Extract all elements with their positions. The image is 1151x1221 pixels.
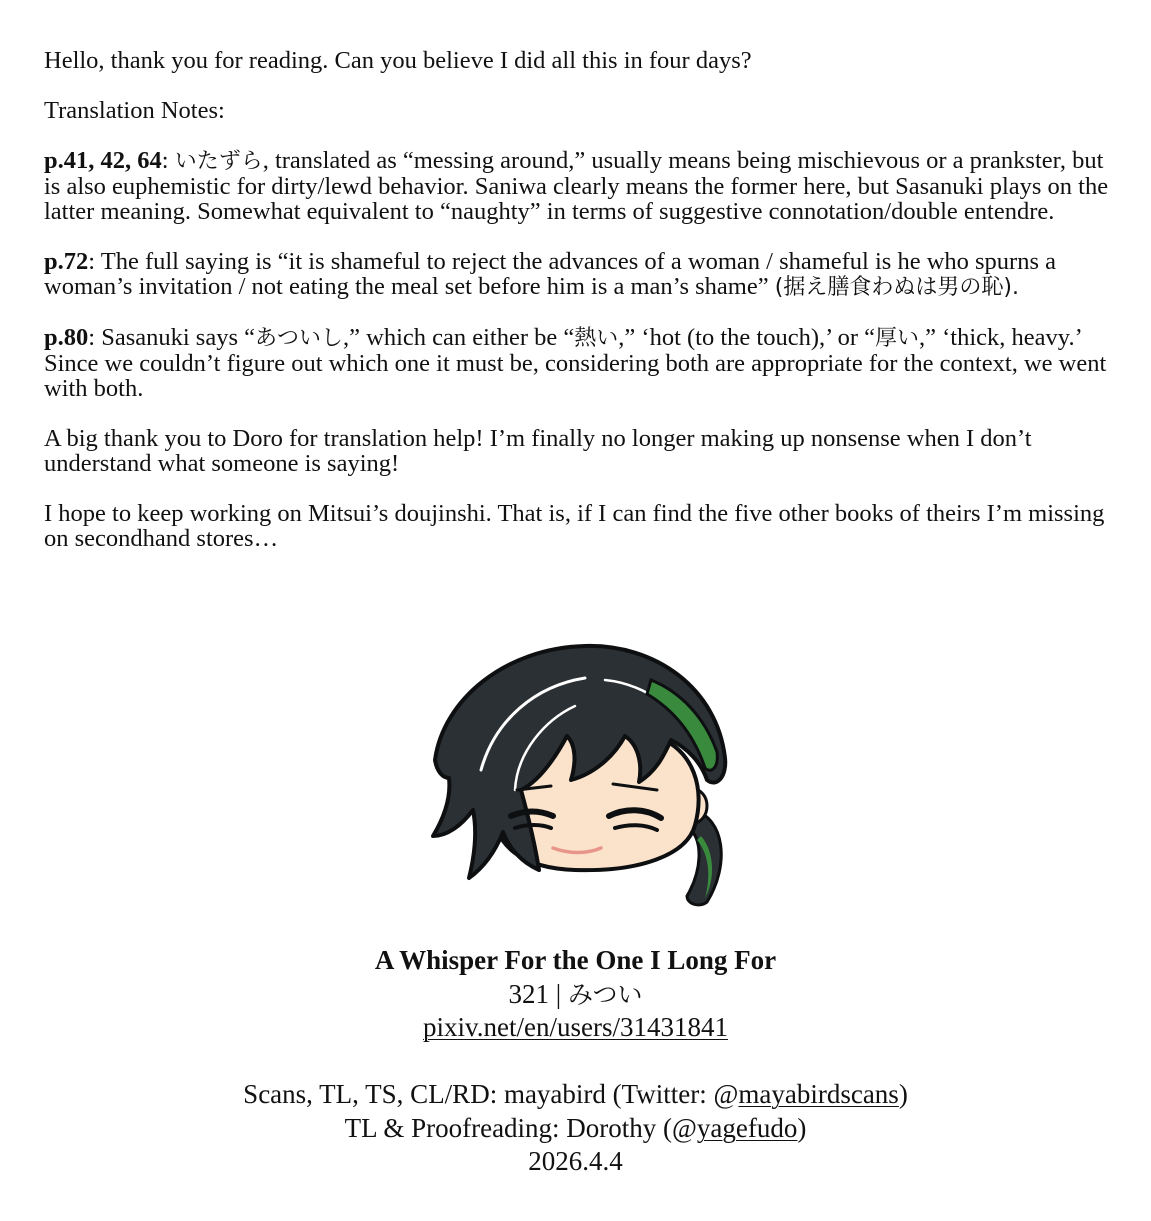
japanese-term: いたずら — [174, 149, 263, 174]
author-line: 321 | みつい — [508, 978, 643, 1009]
japanese-term: 厚い — [875, 326, 920, 351]
note-p72: p.72: The full saying is “it is shameful to reject the advances of a woman / shameful is he who spurns a woman’s invitation / not eating the meal set before him is a man’s shame” (据え膳食わぬは男の恥). — [44, 248, 1057, 300]
japanese-term: あついし — [254, 326, 343, 351]
japanese-saying: 据え膳食わぬは男の恥 — [783, 275, 1004, 300]
twitter-handle-link[interactable]: mayabirdscans — [738, 1079, 899, 1109]
book-credits — [0, 944, 1151, 1045]
release-date: 2026.4.4 — [528, 1146, 623, 1176]
scanlation-credits — [0, 1078, 1151, 1179]
note-p41: p.41, 42, 64: いたずら, translated as “messing around,” usually means being mischievous or a prankster, but is also euphemistic for dirty/lewd behavior. Saniwa clearly means the former here, but Sasanuki plays on the latter meaning. Somewhat equivalent to “naughty” in terms of suggestive connotation/double entendre. — [44, 147, 1109, 225]
closing-paragraph: I hope to keep working on Mitsui’s doujinshi. That is, if I can find the five other books of theirs I’m missing on secondhand stores… — [44, 500, 1105, 552]
intro-paragraph: Hello, thank you for reading. Can you believe I did all this in four days? — [44, 47, 752, 74]
note-ref: p.72 — [44, 248, 89, 275]
scans-credit-line: Scans, TL, TS, CL/RD: mayabird (Twitter: @mayabirdscans) — [243, 1079, 908, 1109]
translator-notes — [44, 48, 1124, 576]
thanks-paragraph: A big thank you to Doro for translation help! I’m finally no longer making up nonsense when I don’t understand what someone is saying! — [44, 425, 1032, 477]
pixiv-link[interactable]: pixiv.net/en/users/31431841 — [423, 1012, 728, 1042]
note-ref: p.80 — [44, 324, 89, 351]
note-p80: p.80: Sasanuki says “あついし,” which can either be “熱い,” ‘hot (to the touch),’ or “厚い,” ‘thick, heavy.’ Since we couldn’t figure out which one it must be, considering both are appropriate for the context, we went with both. — [44, 324, 1107, 402]
chibi-character-illustration — [425, 640, 730, 908]
japanese-term: 熱い — [574, 326, 619, 351]
notes-heading: Translation Notes: — [44, 97, 225, 124]
book-title: A Whisper For the One I Long For — [374, 945, 777, 975]
author-name-jp: みつい — [567, 979, 643, 1009]
proofreading-credit-line: TL & Proofreading: Dorothy (@yagefudo) — [344, 1112, 807, 1143]
proofreader-handle-link[interactable]: yagefudo — [696, 1112, 798, 1143]
note-ref: p.41, 42, 64 — [44, 147, 162, 174]
